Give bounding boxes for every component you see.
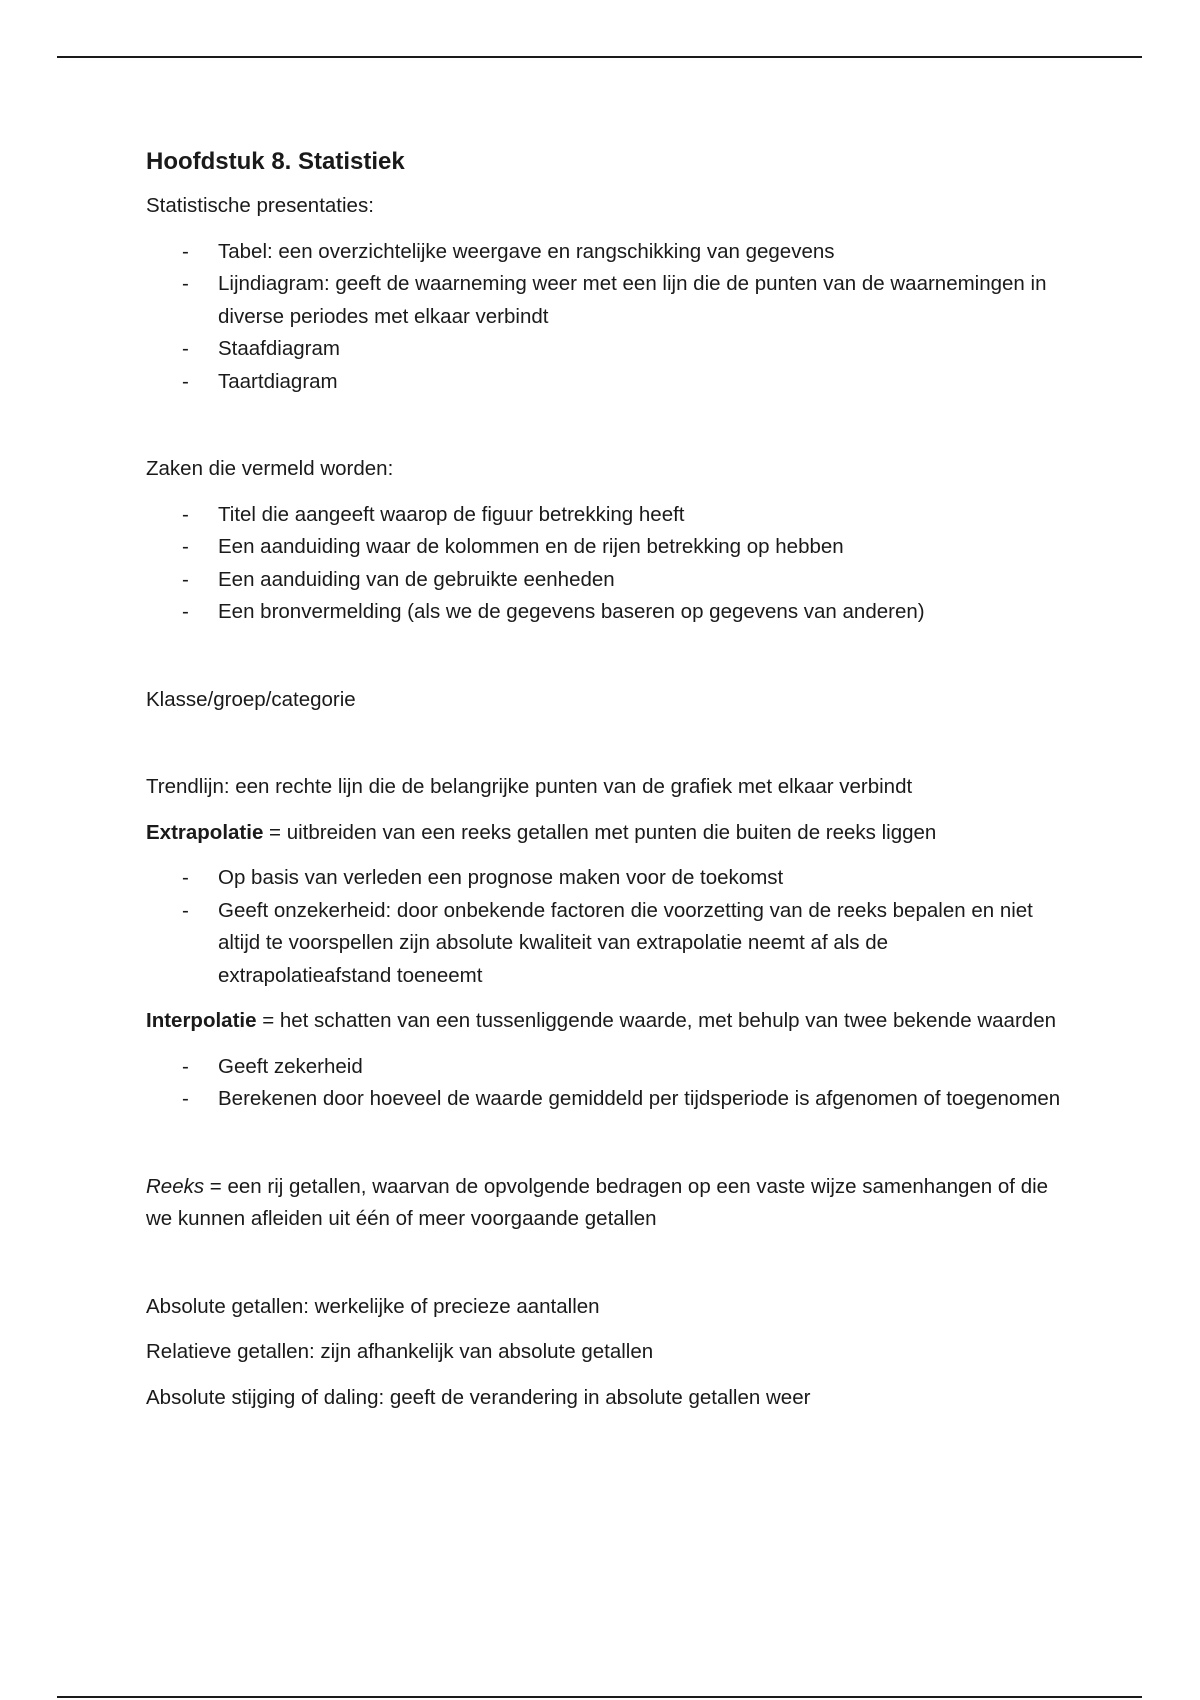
list-item: - Titel die aangeeft waarop de figuur betrekking heeft — [146, 499, 1066, 532]
dash-bullet: - — [182, 898, 189, 922]
absolute-stijging-line: Absolute stijging of daling: geeft de verandering in absolute getallen weer — [146, 1385, 811, 1409]
spacer — [146, 411, 1066, 453]
list-item: - Staafdiagram — [146, 333, 1066, 366]
list-item: - Een bronvermelding (als we de gegevens baseren op gegevens van anderen) — [146, 596, 1066, 629]
presentaties-intro: Statistische presentaties: — [146, 194, 374, 217]
list-item: - Taartdiagram — [146, 366, 1066, 399]
reeks-term: Reeks — [146, 1174, 205, 1198]
interpolatie-term: Interpolatie — [146, 1009, 257, 1032]
extrapolatie-definition: Extrapolatie = uitbreiden van een reeks getallen met punten die buiten de reeks liggen — [146, 820, 937, 844]
dash-bullet: - — [182, 866, 189, 889]
list-item: - Een aanduiding van de gebruikte eenheden — [146, 564, 1066, 597]
dash-bullet: - — [182, 272, 189, 295]
extrapolatie-list — [146, 862, 1066, 992]
list-item: - Een aanduiding waar de kolommen en de rijen betrekking op hebben — [146, 531, 1066, 564]
relatieve-getallen-line: Relatieve getallen: zijn afhankelijk van absolute getallen — [146, 1340, 654, 1363]
trendlijn-line: Trendlijn: een rechte lijn die de belangrijke punten van de grafiek met elkaar verbindt — [146, 775, 913, 798]
reeks-definition: Reeks = een rij getallen, waarvan de opvolgende bedragen op een vaste wijze samenhangen of die we kunnen afleiden uit één of meer voorgaande getallen — [146, 1174, 1049, 1230]
list-item: - Geeft zekerheid — [146, 1051, 1066, 1084]
interpolatie-definition: Interpolatie = het schatten van een tussenliggende waarde, met behulp van twee bekende waarden — [146, 1009, 1056, 1032]
zaken-intro: Zaken die vermeld worden: — [146, 457, 394, 480]
list-item: - Berekenen door hoeveel de waarde gemiddeld per tijdsperiode is afgenomen of toegenomen — [146, 1083, 1066, 1116]
footer-rule — [57, 1696, 1142, 1698]
spacer — [146, 642, 1066, 684]
dash-bullet: - — [182, 502, 189, 526]
chapter-heading: Hoofdstuk 8. Statistiek — [146, 148, 405, 175]
dash-bullet: - — [182, 1054, 189, 1078]
dash-bullet: - — [182, 239, 189, 263]
klasse-line: Klasse/groep/categorie — [146, 687, 356, 711]
list-item: - Lijndiagram: geeft de waarneming weer met een lijn die de punten van de waarnemingen in diverse periodes met elkaar verbindt — [146, 268, 1066, 333]
absolute-getallen-line: Absolute getallen: werkelijke of precieze aantallen — [146, 1294, 600, 1318]
interpolatie-list — [146, 1051, 1066, 1116]
presentaties-list — [146, 236, 1066, 399]
list-item: - Op basis van verleden een prognose maken voor de toekomst — [146, 862, 1066, 895]
spacer — [146, 729, 1066, 771]
list-item: - Tabel: een overzichtelijke weergave en rangschikking van gegevens — [146, 236, 1066, 269]
zaken-list — [146, 499, 1066, 629]
extrapolatie-term: Extrapolatie — [146, 820, 264, 844]
dash-bullet: - — [182, 600, 189, 623]
dash-bullet: - — [182, 1087, 189, 1110]
dash-bullet: - — [182, 369, 189, 393]
dash-bullet: - — [182, 337, 189, 360]
spacer — [146, 1129, 1066, 1171]
list-item: - Geeft onzekerheid: door onbekende factoren die voorzetting van de reeks bepalen en niet altijd te voorspellen zijn absolute kwaliteit van extrapolatie neemt af als de extrapolatieafstand toeneemt — [146, 895, 1066, 993]
dash-bullet: - — [182, 567, 189, 591]
spacer — [146, 1249, 1066, 1291]
header-rule — [57, 56, 1142, 58]
dash-bullet: - — [182, 535, 189, 558]
document-body — [146, 145, 1066, 1427]
